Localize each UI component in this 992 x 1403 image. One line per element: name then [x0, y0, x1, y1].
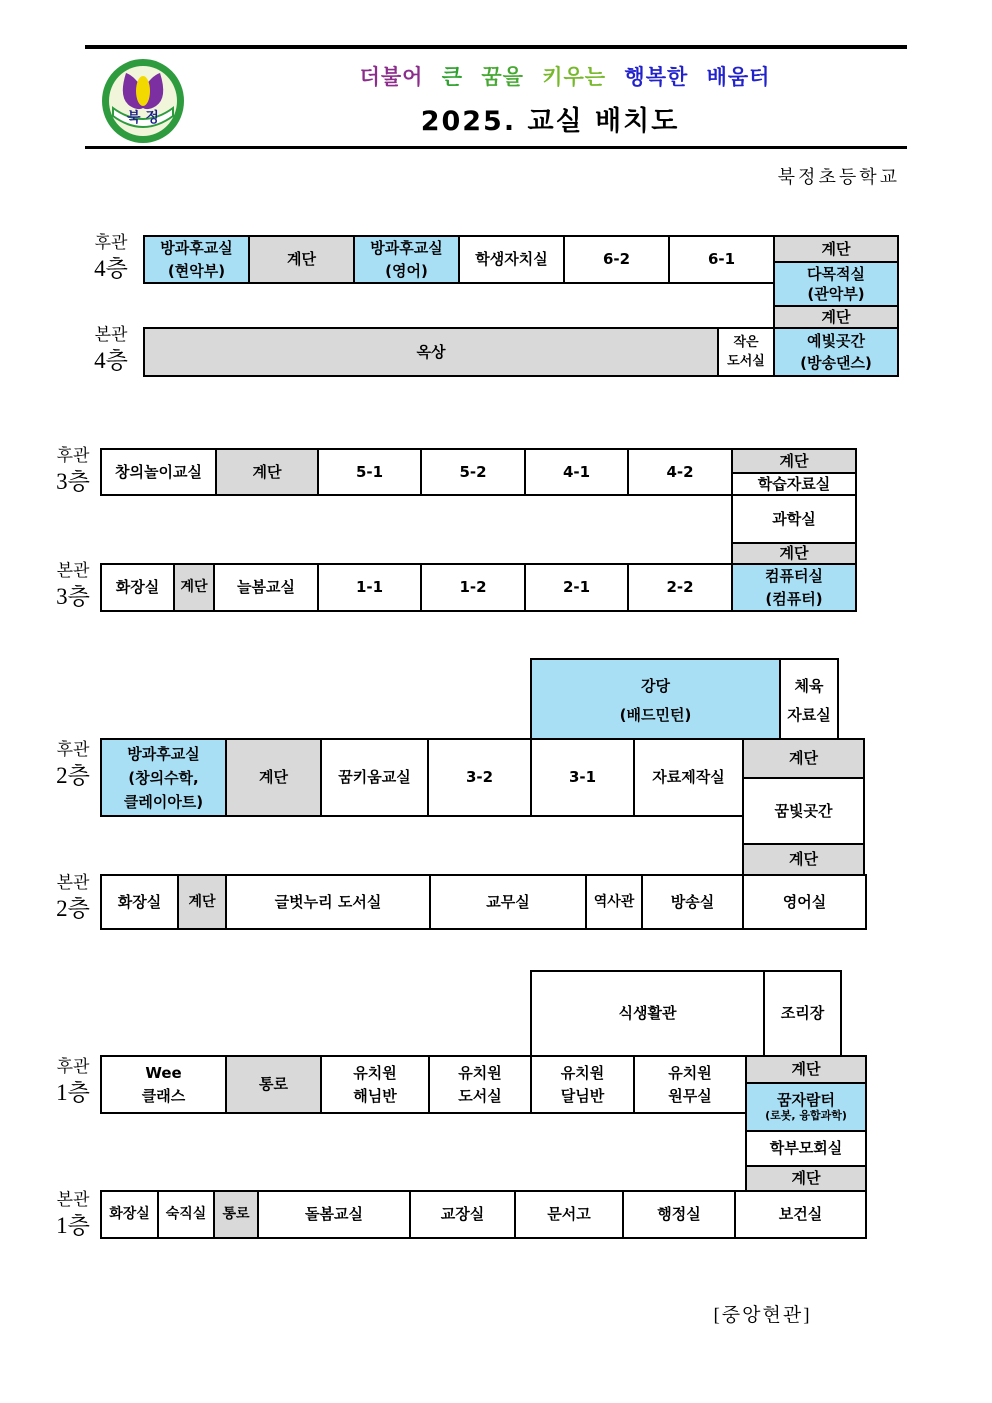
- school-motto: [215, 61, 915, 91]
- floor-label: [42, 561, 104, 610]
- floor-number: 3층: [56, 468, 90, 494]
- classroom-cell: 6-1: [668, 235, 775, 284]
- room-cell: 늘봄교실: [213, 563, 319, 612]
- room-cell: 교장실: [409, 1190, 516, 1239]
- classroom-cell: 1-2: [420, 563, 526, 612]
- floor-label: [42, 1057, 104, 1106]
- room-cell: 방과후교실 (현악부): [143, 235, 250, 284]
- room-cell: 꿈빛곳간: [742, 777, 865, 845]
- page-title: 2025. 교실 배치도: [420, 106, 680, 137]
- room-cell: 유치원 달님반: [530, 1055, 635, 1114]
- stairs-cell: 계단: [745, 1165, 867, 1192]
- passage-cell: 통로: [225, 1055, 322, 1114]
- room-cell: 유치원 원무실: [633, 1055, 747, 1114]
- classroom-cell: 2-2: [627, 563, 733, 612]
- room-cell: 돌봄교실: [257, 1190, 411, 1239]
- building-name: 본관: [56, 1190, 90, 1209]
- stairs-cell: 계단: [745, 1055, 867, 1084]
- room-cell: 식생활관: [530, 970, 765, 1057]
- passage-cell: 통로: [213, 1190, 259, 1239]
- floor-number: 4층: [94, 255, 128, 281]
- room-cell: 다목적실 (관악부): [773, 261, 899, 307]
- room-cell: 자료제작실: [633, 738, 744, 817]
- classroom-cell: 3-2: [427, 738, 532, 817]
- floor-label: [42, 446, 104, 495]
- room-cell: 예빛곳간 (방송댄스): [773, 327, 899, 377]
- floor-number: 2층: [56, 895, 90, 921]
- room-cell: 화장실: [100, 874, 179, 930]
- stairs-cell: 계단: [731, 448, 857, 474]
- school-logo: [101, 58, 185, 144]
- room-cell: 문서고: [514, 1190, 624, 1239]
- room-cell: 영어실: [742, 874, 867, 930]
- room-cell: 보건실: [734, 1190, 867, 1239]
- floor-number: 3층: [56, 583, 90, 609]
- room-cell: 행정실: [622, 1190, 736, 1239]
- room-cell: 화장실: [100, 1190, 159, 1239]
- classroom-cell: 4-1: [524, 448, 629, 496]
- motto-word: 행복한: [624, 65, 689, 89]
- floor-number: 1층: [56, 1212, 90, 1238]
- rooftop-cell: 옥상: [143, 327, 719, 377]
- room-sublabel: (로봇, 융합과학): [765, 1109, 847, 1123]
- building-name: 후관: [56, 446, 90, 465]
- building-name: 후관: [56, 740, 90, 759]
- room-cell: 꿈키움교실: [320, 738, 429, 817]
- motto-word: 키우는: [542, 65, 607, 89]
- floor-label: [42, 873, 104, 922]
- room-cell: 강당 (배드민턴): [530, 658, 781, 743]
- motto-word: 더불어: [359, 65, 424, 89]
- room-cell: 창의놀이교실: [100, 448, 217, 496]
- building-name: 본관: [56, 873, 90, 892]
- stairs-cell: 계단: [248, 235, 355, 284]
- room-cell: 체육 자료실: [779, 658, 839, 743]
- classroom-cell: 2-1: [524, 563, 629, 612]
- room-cell: 역사관: [585, 874, 643, 930]
- stairs-cell: 계단: [215, 448, 319, 496]
- stairs-cell: 계단: [773, 305, 899, 329]
- floor-label: [80, 325, 142, 374]
- room-cell: 유치원 해님반: [320, 1055, 430, 1114]
- room-cell: 방과후교실 (창의수학, 클레이아트): [100, 738, 227, 817]
- building-name: 본관: [94, 325, 128, 344]
- classroom-cell: 3-1: [530, 738, 635, 817]
- logo-text: 북 정: [127, 110, 159, 126]
- stairs-cell: 계단: [742, 843, 865, 876]
- room-cell: Wee 클래스: [100, 1055, 227, 1114]
- room-cell: 학습자료실: [731, 472, 857, 496]
- stairs-cell: 계단: [177, 874, 227, 930]
- room-label: 꿈자람터: [777, 1091, 835, 1110]
- classroom-cell: 1-1: [317, 563, 422, 612]
- stairs-cell: 계단: [742, 738, 865, 779]
- motto-word: 꿈을: [481, 65, 524, 89]
- room-cell: 학생자치실: [458, 235, 565, 284]
- room-cell: 유치원 도서실: [428, 1055, 532, 1114]
- floor-number: 4층: [94, 347, 128, 373]
- room-cell: 화장실: [100, 563, 175, 612]
- floor-number: 1층: [56, 1079, 90, 1105]
- floor-label: [42, 1190, 104, 1239]
- room-cell: [745, 1082, 867, 1132]
- building-name: 본관: [56, 561, 90, 580]
- motto-word: 큰: [441, 65, 464, 89]
- stairs-cell: 계단: [731, 542, 857, 565]
- header-rule-top: [85, 45, 907, 49]
- room-cell: 숙직실: [157, 1190, 215, 1239]
- building-name: 후관: [94, 233, 128, 252]
- stairs-cell: 계단: [173, 563, 215, 612]
- motto-word: 배움터: [706, 65, 771, 89]
- header-rule-bottom: [85, 146, 907, 149]
- room-cell: 작은 도서실: [717, 327, 775, 377]
- room-cell: 글벗누리 도서실: [225, 874, 431, 930]
- room-cell: 컴퓨터실 (컴퓨터): [731, 563, 857, 612]
- room-cell: 방송실: [641, 874, 744, 930]
- classroom-cell: 4-2: [627, 448, 733, 496]
- building-name: 후관: [56, 1057, 90, 1076]
- classroom-cell: 6-2: [563, 235, 670, 284]
- floor-label: [80, 233, 142, 282]
- room-cell: 학부모회실: [745, 1130, 867, 1167]
- floor-number: 2층: [56, 762, 90, 788]
- room-cell: 교무실: [429, 874, 587, 930]
- classroom-cell: 5-1: [317, 448, 422, 496]
- central-entrance-label: [중앙현관]: [713, 1305, 812, 1326]
- room-cell: 조리장: [763, 970, 842, 1057]
- stairs-cell: 계단: [225, 738, 322, 817]
- room-cell: 방과후교실 (영어): [353, 235, 460, 284]
- room-cell: 과학실: [731, 494, 857, 544]
- floor-label: [42, 740, 104, 789]
- stairs-cell: 계단: [773, 235, 899, 263]
- school-name: 북정초등학교: [777, 167, 900, 187]
- classroom-cell: 5-2: [420, 448, 526, 496]
